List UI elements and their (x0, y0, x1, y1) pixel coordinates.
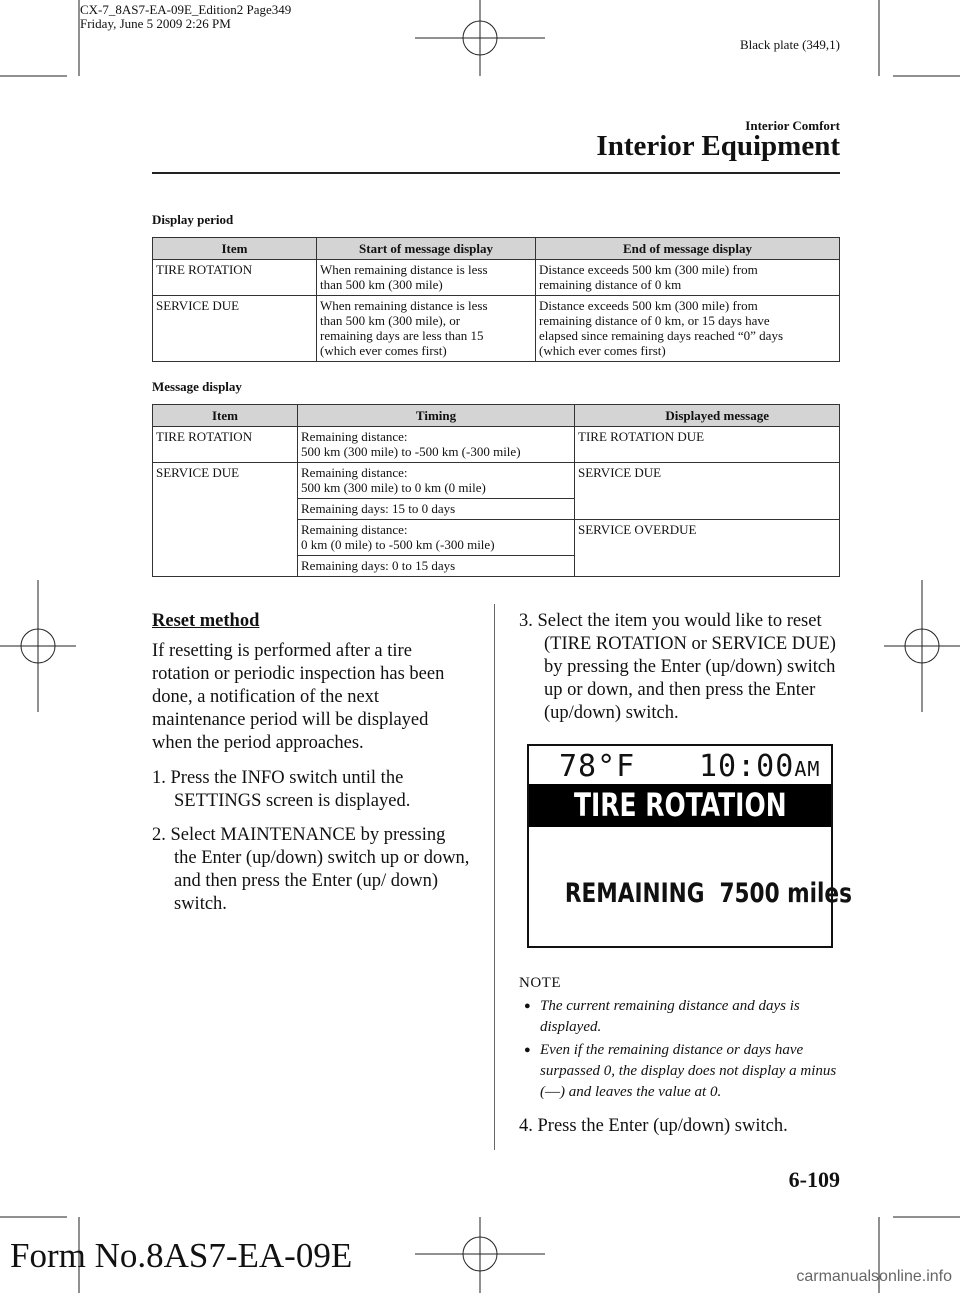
cell-item: TIRE ROTATION (153, 260, 317, 296)
cell-message: TIRE ROTATION DUE (575, 427, 840, 463)
cell-timing: Remaining distance: 500 km (300 mile) to -500 km (-300 mile) (298, 427, 575, 463)
bullet-icon: ● (524, 1000, 531, 1012)
watermark: carmanualsonline.info (796, 1268, 952, 1285)
col-header-item: Item (153, 238, 317, 260)
cell-item: TIRE ROTATION (153, 427, 298, 463)
display-banner: TIRE ROTATION (529, 784, 831, 827)
reset-method-heading: Reset method (152, 611, 260, 631)
page-title: Interior Equipment (596, 130, 840, 162)
note-item: ● Even if the remaining distance or days have surpassed 0, the display does not display a minus (―) and leaves the value at 0. (524, 1042, 837, 1100)
col-header-start: Start of message display (317, 238, 536, 260)
table-header-row (153, 238, 840, 260)
cell-start: When remaining distance is less than 500 km (300 mile) (317, 260, 536, 296)
cell-timing: Remaining days: 15 to 0 days (298, 499, 575, 520)
cell-timing: Remaining distance: 500 km (300 mile) to 0 km (0 mile) (298, 463, 575, 499)
note-title: NOTE (519, 975, 561, 991)
table-row (153, 260, 840, 296)
reset-intro: If resetting is performed after a tire rotation or periodic inspection has been done, a notification of the next maintenance period will be displayed when the period approaches. (152, 641, 445, 753)
step-2: 2. Select MAINTENANCE by pressing the Enter (up/down) switch up or down, and then press the Enter (up/ down) switch. (152, 825, 470, 914)
cell-item: SERVICE DUE (153, 296, 317, 362)
cell-end: Distance exceeds 500 km (300 mile) from remaining distance of 0 km, or 15 days have elapsed since remaining days reached “0” days (which ever comes first) (536, 296, 840, 362)
left-column (152, 610, 470, 927)
plate-label: Black plate (349,1) (740, 37, 840, 52)
multi-info-display (527, 744, 852, 948)
cell-timing: Remaining distance: 0 km (0 mile) to -500 km (-300 mile) (298, 520, 575, 556)
cell-timing: Remaining days: 0 to 15 days (298, 556, 575, 577)
step-4: 4. Press the Enter (up/down) switch. (519, 1116, 788, 1136)
title-rule (152, 172, 840, 174)
note-list (522, 996, 842, 1105)
bullet-icon: ● (524, 1044, 531, 1056)
temperature-readout: 78°F (559, 749, 636, 784)
table-row (153, 296, 840, 362)
cell-start: When remaining distance is less than 500 km (300 mile), or remaining days are less than 15 (which ever comes first) (317, 296, 536, 362)
print-date: Friday, June 5 2009 2:26 PM (80, 16, 231, 31)
step-3: 3. Select the item you would like to reset (TIRE ROTATION or SERVICE DUE) by pressing the Enter (up/down) switch up or down, and then press the Enter (up/down) switch. (519, 611, 836, 723)
cell-message: SERVICE OVERDUE (575, 520, 840, 577)
print-file-info: CX-7_8AS7-EA-09E_Edition2 Page349 (80, 2, 292, 17)
section-tag: Interior Comfort (745, 118, 840, 133)
table-row (153, 427, 840, 463)
message-display-caption: Message display (152, 379, 242, 394)
form-number: Form No.8AS7-EA-09E (10, 1236, 353, 1275)
clock-readout: 10:00AM (699, 749, 821, 784)
message-display-table (152, 404, 840, 577)
cell-end: Distance exceeds 500 km (300 mile) from remaining distance of 0 km (536, 260, 840, 296)
table-row (153, 463, 840, 499)
cell-message: SERVICE DUE (575, 463, 840, 520)
note-item: ● The current remaining distance and days is displayed. (524, 998, 800, 1035)
display-period-table (152, 237, 840, 362)
remaining-readout: REMAINING 7500 miles (564, 878, 852, 909)
col-header-message: Displayed message (575, 405, 840, 427)
cell-item: SERVICE DUE (153, 463, 298, 577)
table-header-row (153, 405, 840, 427)
display-period-caption: Display period (152, 212, 234, 227)
column-divider (494, 604, 495, 1150)
col-header-item: Item (153, 405, 298, 427)
page-number: 6-109 (788, 1167, 840, 1192)
col-header-end: End of message display (536, 238, 840, 260)
step-1: 1. Press the INFO switch until the SETTINGS screen is displayed. (152, 768, 411, 811)
col-header-timing: Timing (298, 405, 575, 427)
